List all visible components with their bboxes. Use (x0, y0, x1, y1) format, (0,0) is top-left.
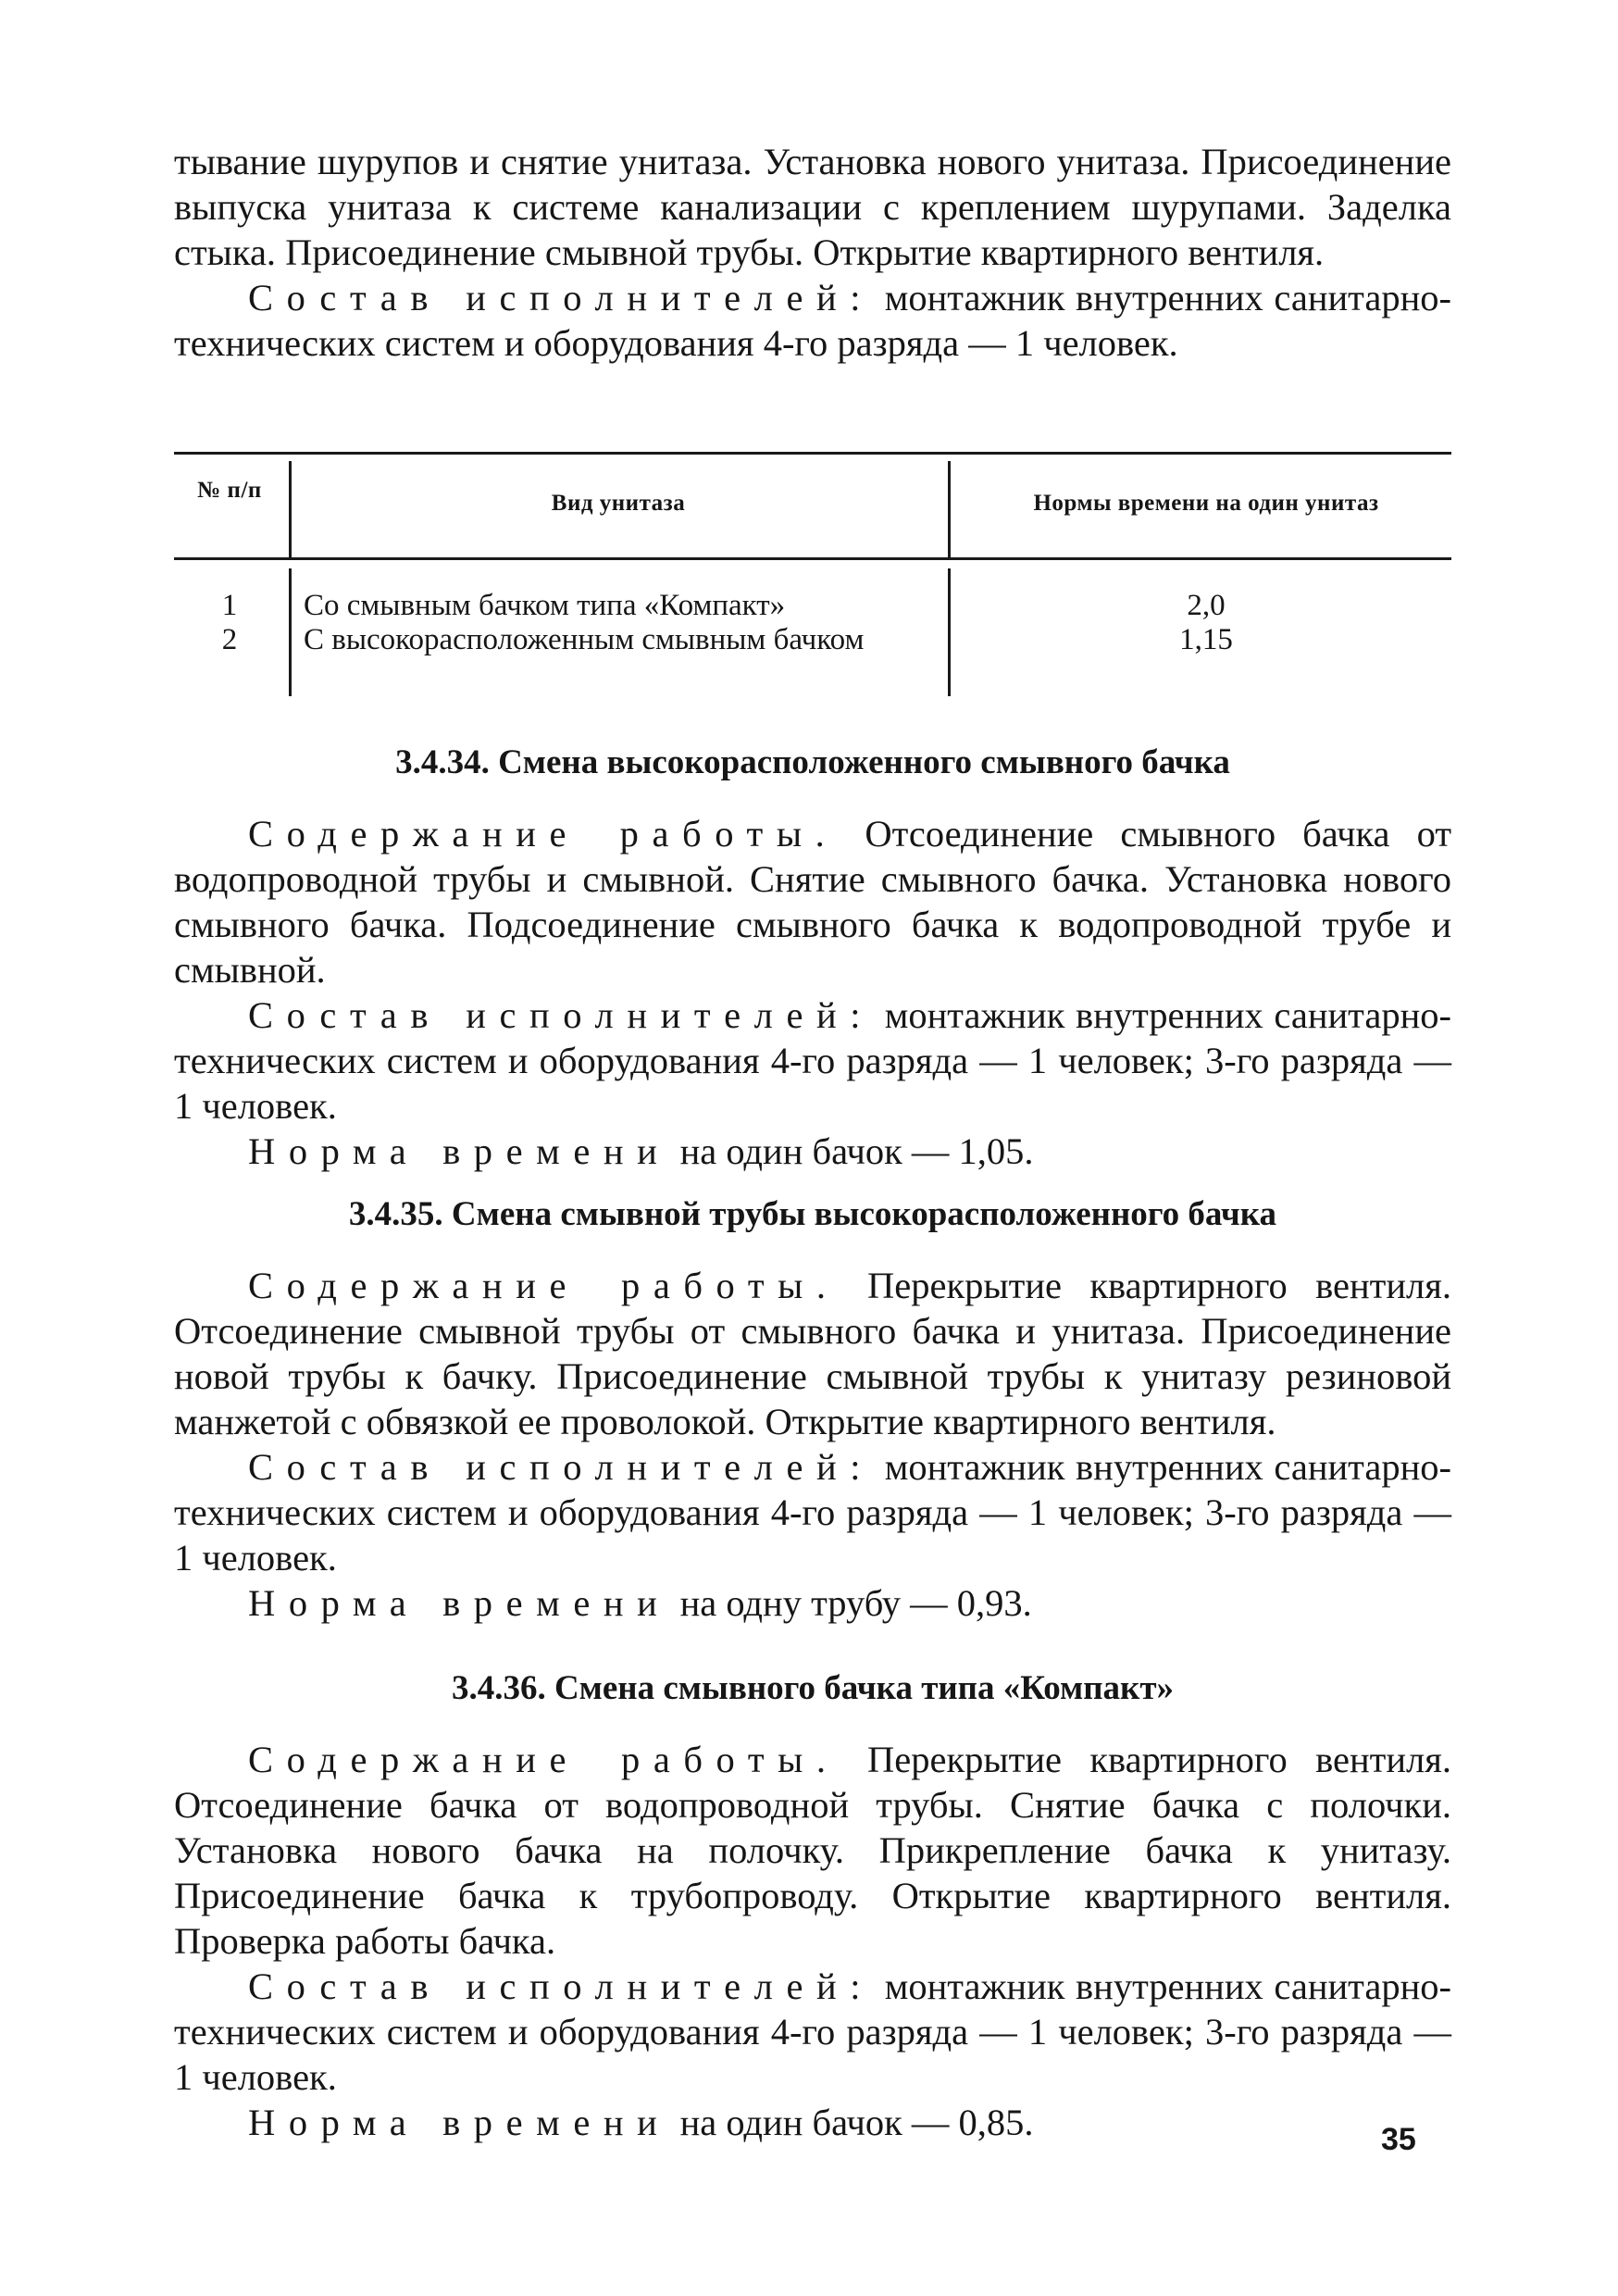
content-paragraph: Содержание работы. Перекрытие квартирного вентиля. Отсоединение смывной трубы от смывного бачка и унитаза. Присоединение новой трубы к бачку. Присоединение смывной трубы к унитазу резиновой манжетой с обвязкой ее проволокой. Открытие квартирного вентиля. (174, 1265, 1452, 1442)
row-norm: 2,0 (1187, 589, 1226, 622)
section-3-4-36 (174, 1666, 1451, 2145)
row-number: 2 (221, 623, 238, 656)
content-paragraph: Содержание работы. Перекрытие квартирного вентиля. Отсоединение бачка от водопроводной трубы. Снятие бачка с полочки. Установка нового бачка на полочку. Прикрепление бачка к унитазу. Присоединение бачка к трубопроводу. Открытие квартирного вентиля. Проверка работы бачка. (174, 1739, 1452, 1962)
norm-paragraph: Норма времени на один бачок — 0,85. (248, 2102, 1034, 2143)
intro-staff-paragraph (174, 275, 1451, 366)
staff-label: Состав исполнителей: (248, 277, 875, 318)
staff-paragraph: Состав исполнителей: монтажник внутренних санитарно-технических систем и оборудования 4-го разряда — 1 человек; 3-го разряда — 1 человек. (174, 994, 1451, 1127)
row-type: С высокорасположенным смывным бачком (304, 623, 865, 656)
table-divider (948, 568, 951, 696)
table-top-rule (174, 452, 1451, 455)
row-type: Со смывным бачком типа «Компакт» (304, 589, 786, 622)
section-3-4-34 (174, 741, 1451, 1174)
staff-paragraph: Состав исполнителей: монтажник внутренних санитарно-технических систем и оборудования 4-го разряда — 1 человек; 3-го разряда — 1 человек. (174, 1446, 1451, 1578)
header-norm: Нормы времени на один унитаз (1033, 491, 1379, 516)
table-header-rule (174, 557, 1451, 560)
page-number: 35 (1381, 2122, 1416, 2157)
norm-paragraph: Норма времени на одну трубу — 0,93. (248, 1582, 1032, 1624)
table-divider (948, 461, 951, 557)
section-title: 3.4.34. Смена высокорасположенного смывного бачка (395, 743, 1230, 781)
content-paragraph: Содержание работы. Отсоединение смывного бачка от водопроводной трубы и смывной. Снятие смывного бачка. Установка нового смывного бачка. Подсоединение смывного бачка к водопроводной трубе и смывной. (174, 813, 1452, 991)
intro-paragraph: тывание шурупов и снятие унитаза. Установка нового унитаза. Присоединение выпуска унитаза к системе канализации с креплением шурупами. Заделка стыка. Присоединение смывной трубы. Открытие квартирного вентиля. (174, 141, 1451, 273)
header-type: Вид унитаза (551, 491, 686, 516)
table-divider (289, 568, 292, 696)
row-number: 1 (221, 589, 238, 622)
table-divider (289, 461, 292, 557)
section-title: 3.4.36. Смена смывного бачка типа «Компакт» (451, 1669, 1175, 1707)
section-title: 3.4.35. Смена смывной трубы высокорасположенного бачка (348, 1195, 1277, 1233)
norms-table (174, 452, 1451, 711)
staff-text: монтажник внутренних санитарно-технических систем и оборудования 4-го разряда — 1 человек. (174, 277, 1451, 364)
staff-paragraph: Состав исполнителей: монтажник внутренних санитарно-технических систем и оборудования 4-го разряда — 1 человек; 3-го разряда — 1 человек. (174, 1965, 1451, 2098)
intro-block (174, 139, 1451, 366)
section-3-4-35 (174, 1192, 1451, 1626)
row-norm: 1,15 (1179, 623, 1233, 656)
header-number: № п/п (197, 478, 262, 503)
norm-paragraph: Норма времени на один бачок — 1,05. (248, 1130, 1034, 1172)
